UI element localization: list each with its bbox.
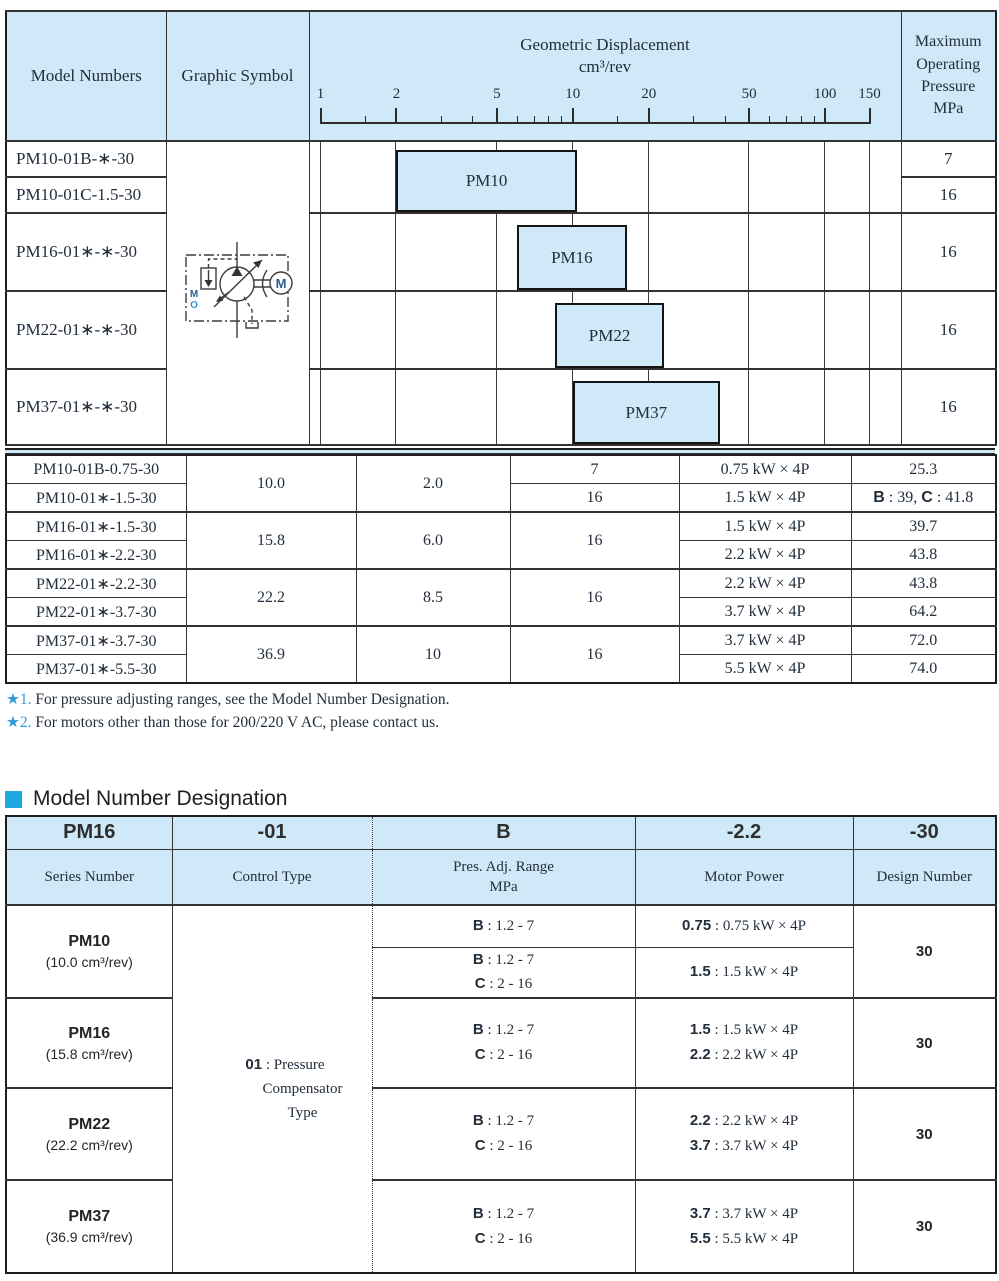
min-displacement-value: 8.5 (356, 569, 510, 626)
displacement-range-cell (309, 291, 901, 369)
scale-minor-tick (814, 116, 815, 124)
scale-gridline (748, 142, 749, 212)
pilot-o-label: O (189, 299, 198, 311)
graphic-symbol-cell (166, 141, 309, 445)
displacement-value: 10.0 (186, 455, 356, 512)
motor-power-cell: 2.2 : 2.2 kW × 4P 3.7 : 3.7 kW × 4P (635, 1088, 853, 1180)
code-series: PM16 (6, 816, 172, 849)
pressure-value: 16 (510, 569, 679, 626)
displacement-range-cell (309, 141, 901, 213)
design-number-cell: 30 (853, 998, 996, 1088)
scale-gridline (869, 370, 870, 444)
scale-gridline (648, 214, 649, 290)
displacement-range-bar: PM16 (517, 225, 627, 290)
label-pres-adj-range: Pres. Adj. Range MPa (372, 849, 635, 905)
model-number: PM22-01∗-2.2-30 (6, 569, 186, 598)
pressure-value: 16 (901, 369, 996, 445)
hydraulic-circuit-symbol (176, 239, 300, 343)
model-number: PM10-01C-1.5-30 (6, 177, 166, 213)
motor-value: 5.5 kW × 4P (679, 655, 851, 684)
pres-range-cell: B : 1.2 - 7 C : 2 - 16 (372, 1088, 635, 1180)
scale-gridline (496, 292, 497, 368)
model-number: PM37-01∗-5.5-30 (6, 655, 186, 684)
scale-major-tick (496, 108, 498, 124)
scale-minor-tick (725, 116, 726, 124)
scale-gridline (869, 142, 870, 212)
scale-tick-label: 50 (741, 86, 757, 102)
scale-gridline (320, 142, 321, 212)
scale-tick-label: 20 (641, 86, 657, 102)
scale-gridline (395, 292, 396, 368)
scale-major-tick (648, 108, 650, 124)
scale-tick-label: 10 (565, 86, 581, 102)
max-value: 74.0 (851, 655, 996, 684)
label-design-number: Design Number (853, 849, 996, 905)
scale-major-tick (869, 108, 871, 124)
pressure-value: 7 (510, 455, 679, 484)
motor-power-cell: 0.75 : 0.75 kW × 4P (635, 905, 853, 947)
max-value: 43.8 (851, 541, 996, 570)
pilot-m-label: M (189, 288, 198, 300)
footnote-2: ★2. For motors other than those for 200/220 V AC, please contact us. (6, 714, 440, 732)
scale-minor-tick (801, 116, 802, 124)
scale-major-tick (320, 108, 322, 124)
pressure-value: 7 (901, 141, 996, 177)
scale-minor-tick (534, 116, 535, 124)
scale-gridline (748, 214, 749, 290)
displacement-range-bar: PM22 (555, 303, 664, 368)
specifications-table (5, 10, 995, 444)
model-number: PM10-01B-∗-30 (6, 141, 166, 177)
code-control: -01 (172, 816, 372, 849)
design-number-cell: 30 (853, 905, 996, 998)
displacement-range-cell (309, 369, 901, 445)
motor-value: 3.7 kW × 4P (679, 626, 851, 655)
motor-value: 0.75 kW × 4P (679, 455, 851, 484)
pressure-value: 16 (510, 626, 679, 683)
scale-gridline (395, 214, 396, 290)
motor-value: 3.7 kW × 4P (679, 598, 851, 627)
scale-gridline (648, 142, 649, 212)
label-series-number: Series Number (6, 849, 172, 905)
graphic-symbol-header: Graphic Symbol (166, 11, 309, 141)
model-number: PM10-01B-0.75-30 (6, 455, 186, 484)
label-motor-power: Motor Power (635, 849, 853, 905)
scale-gridline (748, 370, 749, 444)
scale-minor-tick (441, 116, 442, 124)
model-numbers-header: Model Numbers (6, 11, 166, 141)
scale-major-tick (748, 108, 750, 124)
pressure-value: 16 (510, 512, 679, 569)
motor-power-cell: 1.5 : 1.5 kW × 4P 2.2 : 2.2 kW × 4P (635, 998, 853, 1088)
max-value: 72.0 (851, 626, 996, 655)
model-number: PM16-01∗-2.2-30 (6, 541, 186, 570)
pressure-value: 16 (510, 484, 679, 513)
model-number: PM37-01∗-3.7-30 (6, 626, 186, 655)
code-pres-range: B (372, 816, 635, 849)
displacement-range-bar: PM10 (396, 150, 576, 212)
scale-gridline (748, 292, 749, 368)
scale-gridline (496, 370, 497, 444)
scale-tick-label: 1 (316, 86, 325, 102)
model-number: PM16-01∗-1.5-30 (6, 512, 186, 541)
displacement-range-bar: PM37 (573, 381, 720, 444)
section-title: Model Number Designation (33, 787, 288, 810)
max-value: B : 39, C : 41.8 (851, 484, 996, 513)
max-value: 64.2 (851, 598, 996, 627)
design-number-cell: 30 (853, 1180, 996, 1273)
pres-range-cell: B : 1.2 - 7 C : 2 - 16 (372, 1180, 635, 1273)
min-displacement-value: 6.0 (356, 512, 510, 569)
footnote-1: ★1. For pressure adjusting ranges, see the Model Number Designation. (6, 691, 450, 708)
series-cell: PM22 (22.2 cm³/rev) (6, 1088, 172, 1180)
footnotes (6, 688, 450, 735)
scale-gridline (320, 214, 321, 290)
scale-ruler-line (321, 122, 870, 124)
section-heading (5, 787, 287, 811)
control-type-cell: 01 : Pressure Compensator Type (172, 905, 372, 1273)
scale-gridline (824, 370, 825, 444)
pres-range-cell: B : 1.2 - 7 (372, 905, 635, 947)
scale-major-tick (395, 108, 397, 124)
code-motor: -2.2 (635, 816, 853, 849)
scale-tick-label: 5 (493, 86, 501, 102)
scale-minor-tick (617, 116, 618, 124)
motor-value: 1.5 kW × 4P (679, 484, 851, 513)
displacement-value: 15.8 (186, 512, 356, 569)
scale-minor-tick (561, 116, 562, 124)
displacement-title: Geometric Displacement cm³/rev (520, 35, 690, 77)
displacement-range-cell (309, 213, 901, 291)
series-cell: PM16 (15.8 cm³/rev) (6, 998, 172, 1088)
scale-gridline (320, 292, 321, 368)
motor-power-cell: 1.5 : 1.5 kW × 4P (635, 947, 853, 998)
scale-tick-label: 100 (813, 86, 837, 102)
displacement-value: 36.9 (186, 626, 356, 683)
min-displacement-value: 2.0 (356, 455, 510, 512)
scale-gridline (824, 214, 825, 290)
scale-gridline (869, 292, 870, 368)
displacement-scale-header (309, 11, 901, 141)
motor-value: 1.5 kW × 4P (679, 512, 851, 541)
pressure-value: 16 (901, 213, 996, 291)
scale-minor-tick (548, 116, 549, 124)
max-value: 39.7 (851, 512, 996, 541)
model-number: PM16-01∗-∗-30 (6, 213, 166, 291)
max-value: 43.8 (851, 569, 996, 598)
pressure-value: 16 (901, 177, 996, 213)
motor-value: 2.2 kW × 4P (679, 541, 851, 570)
ratings-table (5, 454, 997, 684)
scale-minor-tick (365, 116, 366, 124)
scale-gridline (395, 370, 396, 444)
scale-gridline (320, 370, 321, 444)
scale-minor-tick (786, 116, 787, 124)
pressure-value: 16 (901, 291, 996, 369)
section-bullet-icon (5, 791, 22, 808)
model-number: PM22-01∗-∗-30 (6, 291, 166, 369)
pres-range-cell: B : 1.2 - 7 C : 2 - 16 (372, 947, 635, 998)
label-control-type: Control Type (172, 849, 372, 905)
model-number: PM10-01∗-1.5-30 (6, 484, 186, 513)
scale-gridline (824, 142, 825, 212)
max-value: 25.3 (851, 455, 996, 484)
scale-minor-tick (472, 116, 473, 124)
scale-tick-label: 150 (858, 86, 881, 102)
model-number-designation-table (5, 815, 997, 1274)
series-cell: PM10 (10.0 cm³/rev) (6, 905, 172, 998)
scale-minor-tick (517, 116, 518, 124)
scale-gridline (496, 214, 497, 290)
scale-gridline (824, 292, 825, 368)
code-design: -30 (853, 816, 996, 849)
max-pressure-header: Maximum Operating Pressure MPa (901, 11, 996, 141)
scale-major-tick (572, 108, 574, 124)
scale-minor-tick (769, 116, 770, 124)
scale-gridline (869, 214, 870, 290)
scale-minor-tick (693, 116, 694, 124)
displacement-value: 22.2 (186, 569, 356, 626)
scale-tick-label: 2 (392, 86, 401, 102)
min-displacement-value: 10 (356, 626, 510, 683)
motor-label: M (275, 275, 286, 291)
scale-major-tick (824, 108, 826, 124)
series-cell: PM37 (36.9 cm³/rev) (6, 1180, 172, 1273)
pres-range-cell: B : 1.2 - 7 C : 2 - 16 (372, 998, 635, 1088)
model-number: PM37-01∗-∗-30 (6, 369, 166, 445)
motor-value: 2.2 kW × 4P (679, 569, 851, 598)
design-number-cell: 30 (853, 1088, 996, 1180)
model-number: PM22-01∗-3.7-30 (6, 598, 186, 627)
motor-power-cell: 3.7 : 3.7 kW × 4P 5.5 : 5.5 kW × 4P (635, 1180, 853, 1273)
